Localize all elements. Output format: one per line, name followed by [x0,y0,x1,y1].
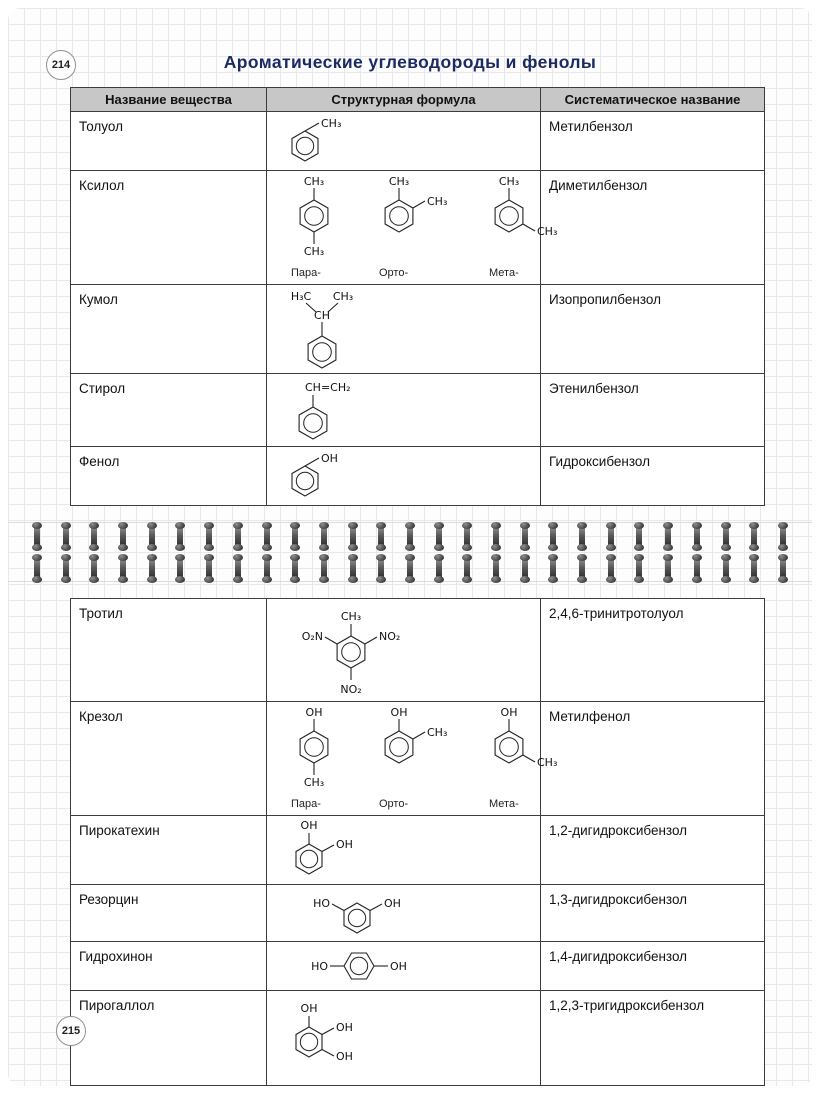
structural-formula-drawing [279,288,399,370]
chem-group-label: OH [500,706,518,719]
spiral-pin-segment [91,557,97,580]
structural-formula-drawing [279,945,439,987]
isomer-caption: Пара- [291,798,321,810]
spiral-pin-segment [292,525,298,548]
spiral-binding [34,518,786,586]
systematic-name: 1,4-дигидроксибензол [541,942,765,991]
chem-group-label: CH₃ [537,756,558,769]
structural-formula-cell [267,942,541,991]
spiral-pin [723,525,729,580]
structural-formula-drawing [367,174,459,266]
spiral-pin-segment [665,525,671,548]
table-header-row [71,88,765,112]
chem-group-label: CH₃ [427,726,448,739]
table-row [71,374,765,447]
substance-name: Ксилол [71,171,267,285]
structural-formula-drawing [279,115,389,167]
structural-formula-cell [267,171,558,285]
systematic-name: Изопропилбензол [541,285,765,374]
spiral-pin [579,525,585,580]
spiral-pin-segment [177,557,183,580]
substance-name: Крезол [71,702,267,816]
structural-formula-drawing [279,888,439,938]
chem-group-label: OH [336,1021,353,1034]
structural-formula-cell [267,112,541,171]
isomer-caption: Пара- [291,267,321,279]
structure [279,288,399,370]
spiral-pin [550,525,556,580]
chem-group-label: H₃C [290,290,312,303]
page-number-bottom-label: 215 [61,1025,81,1037]
substance-name: Пирогаллол [71,991,267,1086]
structure [279,377,399,443]
chem-group-label: NO₂ [340,683,362,696]
isomer-caption: Орто- [379,798,409,810]
table-row [71,885,765,942]
spiral-pin-segment [522,525,528,548]
chem-group-label: OH [336,1050,353,1063]
header-substance-name: Название вещества [71,88,267,112]
structural-formula-drawing [279,377,399,443]
chem-group-label: OH [300,819,318,832]
structure [367,705,459,812]
spiral-pin [436,525,442,580]
table-row [71,816,765,885]
structure [279,602,449,698]
chem-group-label: NO₂ [379,630,401,643]
structural-formula-cell [267,702,558,816]
chem-group-label: OH [336,838,353,851]
spiral-pin-segment [493,557,499,580]
notebook-sheet [8,8,812,1086]
spiral-pin [177,525,183,580]
systematic-name: Гидроксибензол [541,447,765,506]
structural-formula-drawing [279,994,389,1082]
structure [279,994,389,1082]
spiral-pin [321,525,327,580]
substance-name: Фенол [71,447,267,506]
structure [367,174,459,281]
substance-name: Толуол [71,112,267,171]
spiral-pin-segment [91,525,97,548]
table-row [71,599,765,702]
systematic-name: Метилбензол [541,112,765,171]
spiral-pin-segment [264,557,270,580]
page-number-top [46,50,76,80]
chem-group-label: OH [300,1002,318,1015]
spiral-pin-segment [464,557,470,580]
spiral-pin [751,525,757,580]
spiral-pin-segment [350,525,356,548]
chem-group-label: CH=CH₂ [305,381,351,394]
table-row [71,171,765,285]
spiral-pin-segment [177,525,183,548]
spiral-pin-segment [608,557,614,580]
spiral-pin [350,525,356,580]
spiral-pin-segment [407,557,413,580]
spiral-pin-segment [493,525,499,548]
spiral-pin [665,525,671,580]
chem-group-label: CH₃ [303,776,325,789]
structural-formula-cell [267,374,541,447]
spiral-pin-segment [321,557,327,580]
structural-formula-cell [267,447,541,506]
spiral-pin-segment [694,557,700,580]
spiral-pin-segment [723,525,729,548]
systematic-name: 1,3-дигидроксибензол [541,885,765,942]
systematic-name: 1,2,3-тригидроксибензол [541,991,765,1086]
chem-group-label: OH [321,452,338,465]
systematic-name: Метилфенол [541,702,765,816]
spiral-pin-segment [636,525,642,548]
spiral-pin-segment [120,557,126,580]
systematic-name: Этенилбензол [541,374,765,447]
spiral-pin-segment [378,557,384,580]
compounds-table-bottom [70,598,765,1086]
substance-name: Пирокатехин [71,816,267,885]
spiral-pin [464,525,470,580]
page-gap [8,516,812,588]
chem-group-label: CH₃ [427,195,448,208]
structure [279,888,439,938]
spiral-pin [206,525,212,580]
spiral-pin [694,525,700,580]
spiral-pin-segment [694,525,700,548]
table-row [71,447,765,506]
substance-name: Кумол [71,285,267,374]
chem-group-label: CH₃ [388,175,410,188]
chem-group-label: OH [390,960,407,973]
spiral-pin [149,525,155,580]
spiral-pin-segment [780,557,786,580]
spiral-pin [493,525,499,580]
structural-formula-cell [267,599,541,702]
compounds-table-top [70,87,765,506]
spiral-pin [378,525,384,580]
spiral-pin-segment [550,525,556,548]
substance-name: Резорцин [71,885,267,942]
chem-group-label: CH₃ [340,610,362,623]
spiral-pin-segment [608,525,614,548]
chem-group-label: CH₃ [321,117,342,130]
spiral-pin-segment [120,525,126,548]
spiral-pin [34,525,40,580]
spiral-pin-segment [321,525,327,548]
structural-formula-drawing [367,705,459,797]
systematic-name: 1,2-дигидроксибензол [541,816,765,885]
systematic-name: 2,4,6-тринитротолуол [541,599,765,702]
chem-group-label: OH [305,706,323,719]
spiral-pin [264,525,270,580]
chem-group-label: O₂N [301,630,323,643]
spiral-pin-segment [149,557,155,580]
structure [279,945,439,987]
structure [279,450,389,502]
spiral-pin [91,525,97,580]
structural-formula-cell [267,816,541,885]
structural-formula-drawing [279,174,349,266]
spiral-pin-segment [292,557,298,580]
header-systematic-name: Систематическое название [541,88,765,112]
chem-group-label: OH [384,897,401,910]
page-number-top-label: 214 [51,59,71,71]
substance-name: Тротил [71,599,267,702]
spiral-pin-segment [206,525,212,548]
spiral-pin-segment [63,557,69,580]
table-row [71,702,765,816]
spiral-pin-segment [63,525,69,548]
chem-group-label: CH₃ [303,175,325,188]
chem-group-label: OH [390,706,408,719]
chem-group-label: HO [313,897,330,910]
spiral-pin-segment [464,525,470,548]
table-row [71,991,765,1086]
structure [279,819,389,881]
spiral-pin-segment [550,557,556,580]
spiral-pin-segment [34,557,40,580]
table-row [71,112,765,171]
chem-group-label: CH₃ [498,175,520,188]
structural-formula-drawing [279,450,389,502]
structural-formula-drawing [279,602,449,698]
spiral-pin [292,525,298,580]
spiral-pin [120,525,126,580]
chem-group-label: HO [311,960,328,973]
spiral-pin-segment [436,525,442,548]
structural-formula-cell [267,991,541,1086]
spiral-pin-segment [579,525,585,548]
spiral-pin-segment [350,557,356,580]
structure [279,115,389,167]
spiral-pin-segment [235,525,241,548]
chem-group-label: CH₃ [303,245,325,258]
page-number-bottom [56,1016,86,1046]
spiral-pin-segment [579,557,585,580]
spiral-pin-segment [751,525,757,548]
chem-group-label: CH₃ [332,290,354,303]
structural-formula-drawing [279,819,389,881]
chem-group-label: CH [314,309,330,322]
table-row [71,942,765,991]
spiral-pin [522,525,528,580]
spiral-pin-segment [522,557,528,580]
spiral-pin-segment [34,525,40,548]
spiral-pin [407,525,413,580]
spiral-pin [780,525,786,580]
page-title: Ароматические углеводороды и фенолы [223,52,597,72]
spiral-pin-segment [636,557,642,580]
spiral-pin-segment [407,525,413,548]
spiral-pin [235,525,241,580]
spiral-pin-segment [751,557,757,580]
spiral-pin-segment [235,557,241,580]
spiral-pin [608,525,614,580]
isomer-caption: Орто- [379,267,409,279]
spiral-pin-segment [206,557,212,580]
isomer-caption: Мета- [489,267,519,279]
table-row [71,285,765,374]
structural-formula-cell [267,285,541,374]
spiral-pin [636,525,642,580]
structural-formula-drawing [279,705,349,797]
structure [279,705,349,812]
spiral-pin-segment [780,525,786,548]
spiral-pin-segment [149,525,155,548]
systematic-name: Диметилбензол [541,171,765,285]
spiral-pin-segment [436,557,442,580]
chem-group-label: CH₃ [537,225,558,238]
spiral-pin-segment [378,525,384,548]
spiral-pin [63,525,69,580]
header-structural-formula: Структурная формула [267,88,541,112]
structure [279,174,349,281]
spiral-pin-segment [665,557,671,580]
substance-name: Стирол [71,374,267,447]
spiral-pin-segment [264,525,270,548]
substance-name: Гидрохинон [71,942,267,991]
spiral-pin-segment [723,557,729,580]
isomer-caption: Мета- [489,798,519,810]
structural-formula-cell [267,885,541,942]
